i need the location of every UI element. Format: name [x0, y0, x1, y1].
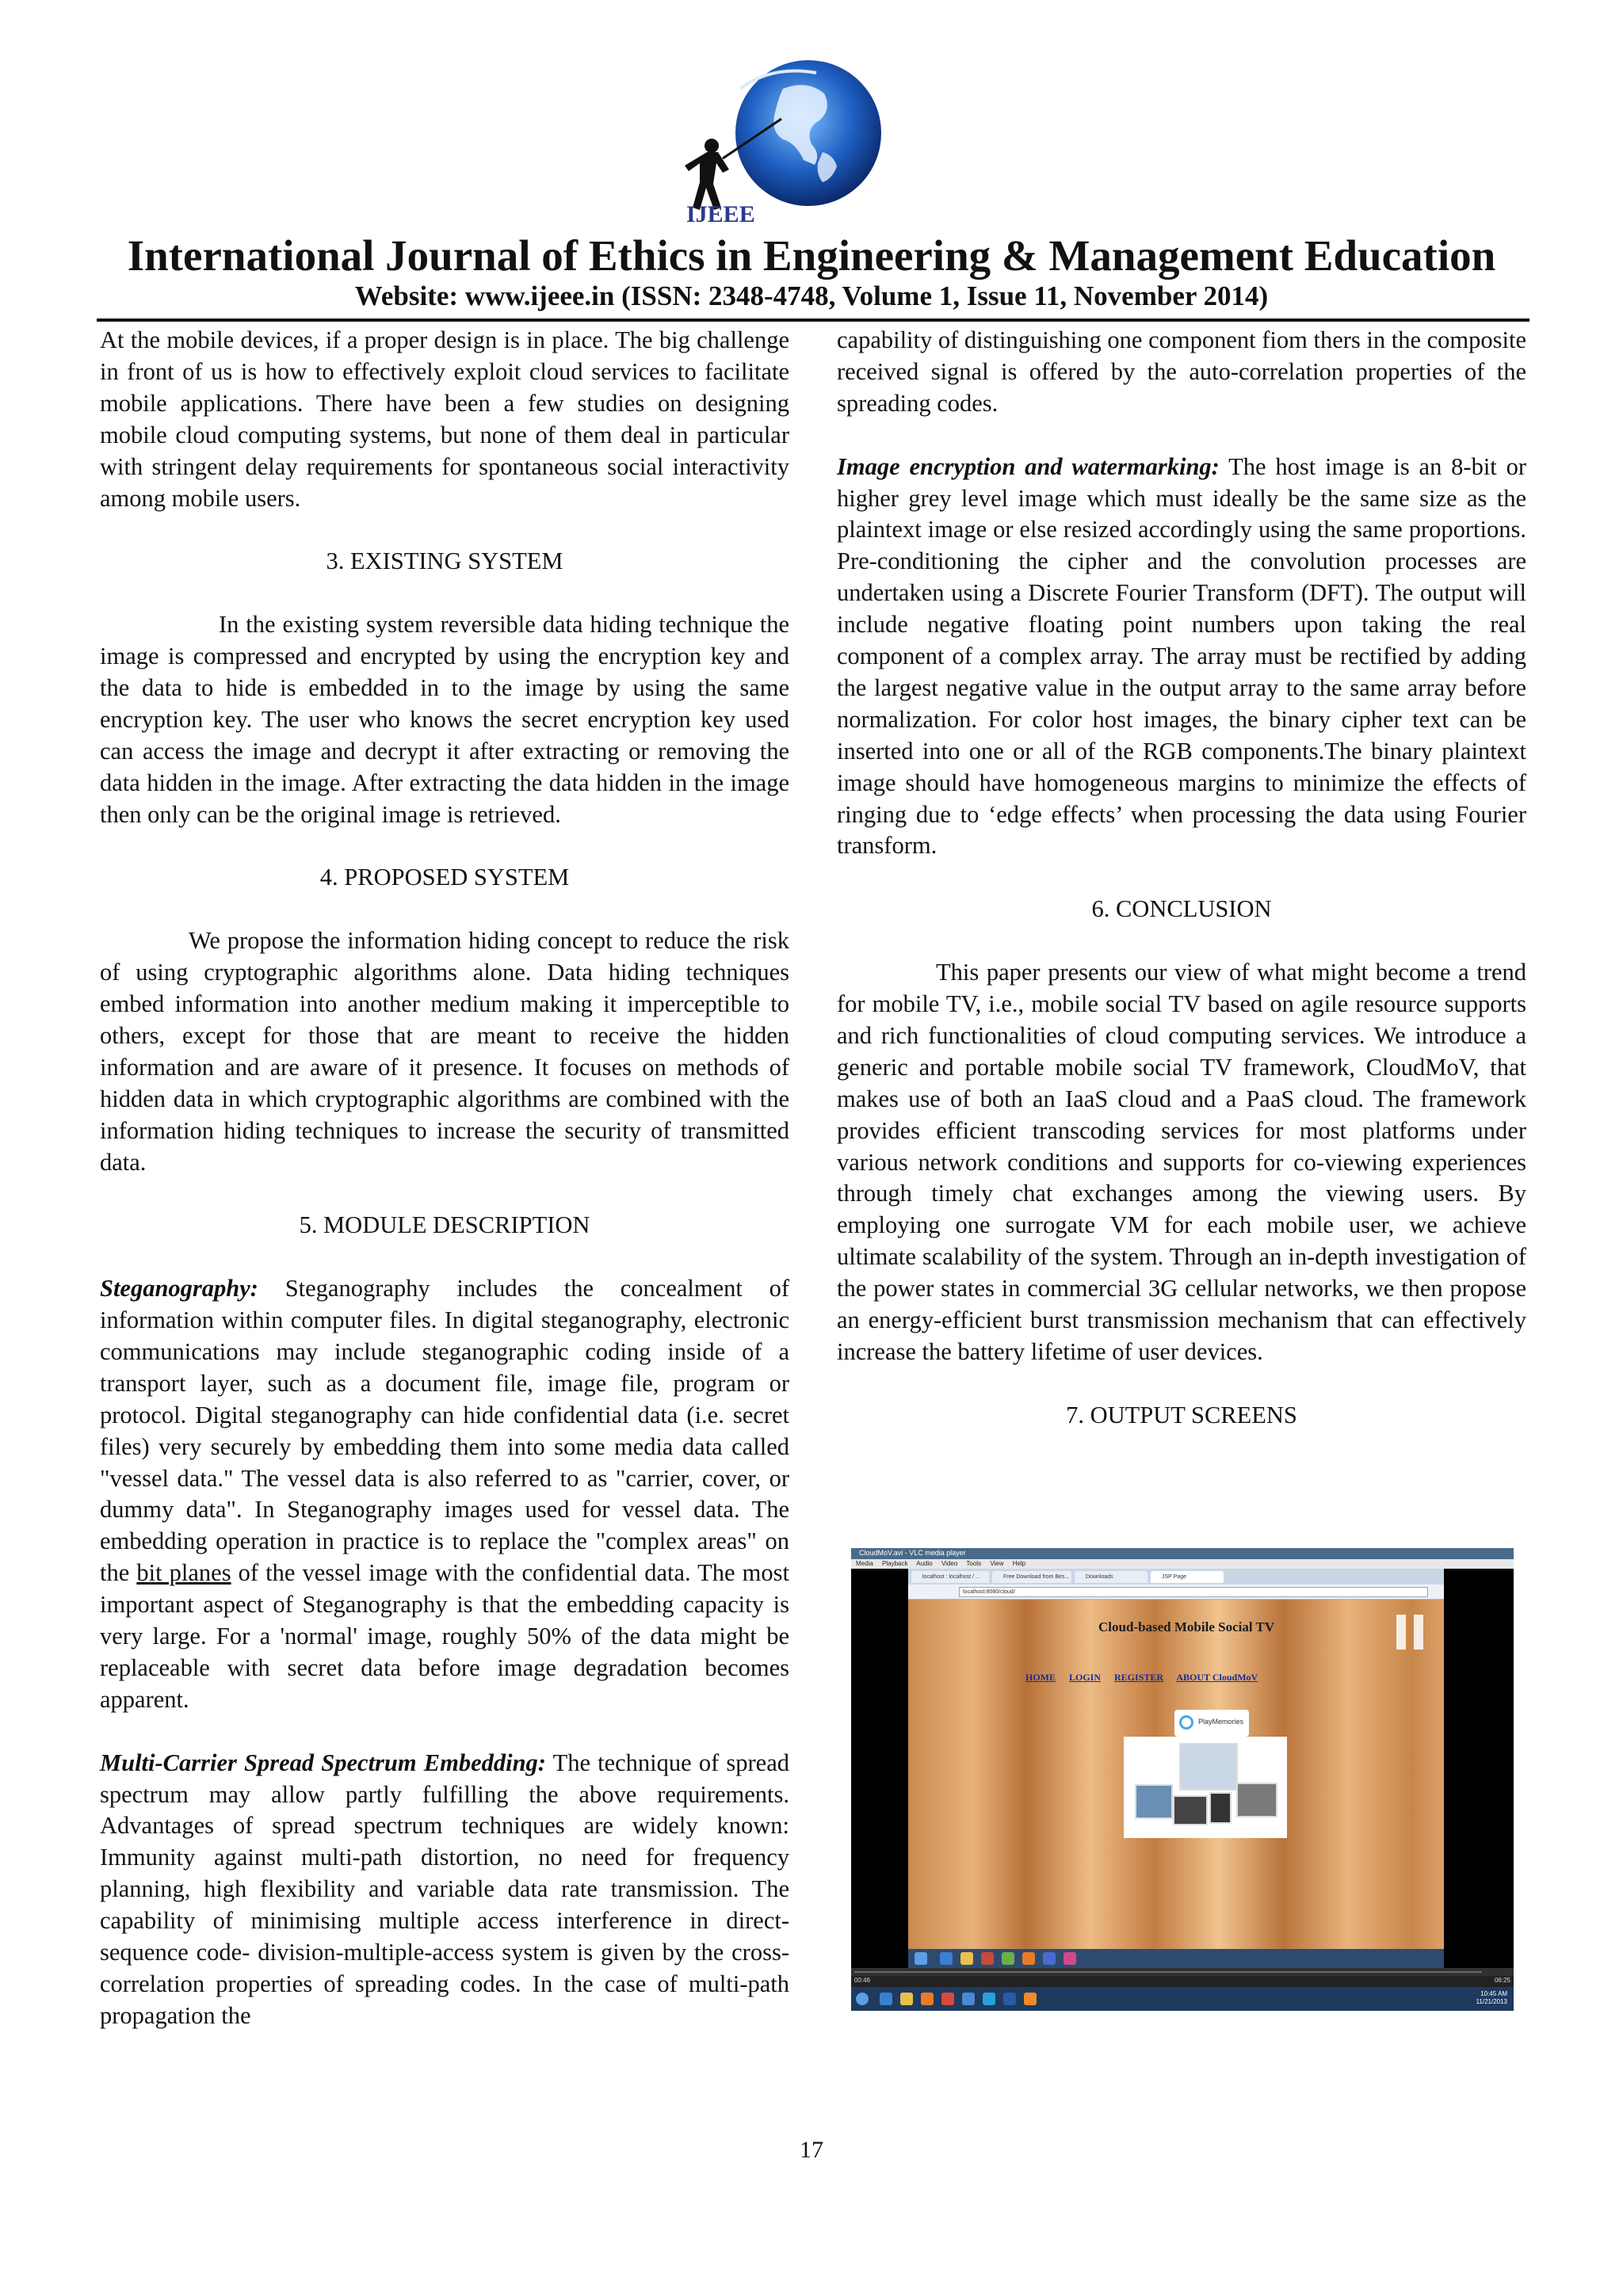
player-controls — [851, 1976, 1514, 1987]
vlc-window-title: CloudMoV.avi - VLC media player — [859, 1549, 966, 1557]
clock-time: 10:45 AM — [1480, 1990, 1507, 1997]
app-icon — [1043, 1952, 1056, 1965]
proposed-system-paragraph: We propose the information hiding concept to reduce the risk of using cryptographic algorithms alone. Data hiding techniques embed information into another medium making it imperceptible to others, except for those that are meant to receive the hidden information and are aware of it presence. It focuses on methods of hidden data in which cryptographic algorithms are combined with the information hiding techniques to increase the security of transmitted data. — [100, 927, 789, 1176]
page-number: 17 — [800, 2137, 823, 2163]
section-heading-module-description: 5. MODULE DESCRIPTION — [299, 1211, 590, 1239]
browser-tab[interactable]: Free Download from Bes... — [992, 1571, 1071, 1583]
vlc-menubar — [851, 1559, 1514, 1569]
nav-login[interactable]: LOGIN — [1069, 1672, 1102, 1683]
bit-planes-link[interactable]: bit planes — [136, 1559, 231, 1587]
word-icon[interactable] — [1003, 1993, 1016, 2005]
clock-date: 11/21/2013 — [1476, 1998, 1507, 2005]
browser-tab-active[interactable]: JSP Page — [1151, 1571, 1224, 1583]
windows-start-icon[interactable] — [856, 1993, 869, 2005]
menu-item-video[interactable]: Video — [941, 1560, 958, 1567]
folder-icon[interactable] — [900, 1993, 913, 2005]
ie-icon[interactable] — [880, 1993, 892, 2005]
conclusion-paragraph: This paper presents our view of what might become a trend for mobile TV, i.e., mobile social TV based on agile resource supports and rich functionalities of cloud computing services. We introduce a generic and portable mobile social TV framework, CloudMoV, that makes use of both an IaaS cloud and a PaaS cloud. The framework provides efficient transcoding services for most platforms under various network conditions and supports for co-viewing experiences through timely chat exchanges among the viewing users. By employing one surrogate VM for each mobile user, we achieve ultimate scalability of the system. Through an in-depth investigation of the power states in commercial 3G cellular networks, we then propose an energy-efficient burst transmission mechanism that can effectively increase the battery lifetime of user devices. — [837, 959, 1526, 1365]
app-icon — [981, 1952, 994, 1965]
folder-icon — [960, 1952, 973, 1965]
ie-icon — [940, 1952, 953, 1965]
nav-register[interactable]: REGISTER — [1114, 1672, 1164, 1683]
pause-icon — [1396, 1615, 1425, 1650]
header-rule — [97, 318, 1529, 322]
skype-icon[interactable] — [983, 1993, 995, 2005]
section-heading-existing-system: 3. EXISTING SYSTEM — [326, 547, 563, 575]
menu-item-view[interactable]: View — [990, 1560, 1004, 1567]
playmemories-icon — [1179, 1715, 1193, 1730]
playmemories-card — [1174, 1710, 1249, 1737]
existing-system-paragraph: In the existing system reversible data hiding technique the image is compressed and encrypted by using the encryption key and the data to hide is embedded in to the image by using the same encryption key. The user who knows the secret encryption key used can access the image and decrypt it after extracting or removing the data hidden in the image. After extracting the data hidden in the image then only can be the original image is retrieved. — [100, 611, 789, 828]
left-column — [100, 325, 789, 2032]
output-screenshot — [851, 1548, 1514, 2011]
image-encryption-paragraph — [837, 452, 1526, 863]
time-total: 06:25 — [1494, 1977, 1510, 1984]
inner-taskbar — [908, 1949, 1444, 1968]
menu-item-playback[interactable]: Playback — [882, 1560, 908, 1567]
section-heading-proposed-system: 4. PROPOSED SYSTEM — [319, 864, 570, 891]
journal-title: International Journal of Ethics in Engineering & Management Education — [127, 231, 1496, 280]
app-icon — [1002, 1952, 1014, 1965]
browser-tab[interactable]: Downloads — [1075, 1571, 1148, 1583]
site-title: Cloud-based Mobile Social TV — [1098, 1619, 1275, 1634]
continued-paragraph: capability of distinguishing one component fiom thers in the composite received signal is offered by the auto-correlation properties of the spreading codes. — [837, 326, 1526, 417]
taskbar-clock — [1476, 1990, 1507, 2006]
menu-item-tools[interactable]: Tools — [966, 1560, 982, 1567]
media-icon[interactable] — [921, 1993, 934, 2005]
right-column — [837, 325, 1526, 1432]
vlc-icon[interactable] — [1024, 1993, 1037, 2005]
app-icon — [1064, 1952, 1076, 1965]
menu-item-audio[interactable]: Audio — [916, 1560, 933, 1567]
steganography-paragraph — [100, 1273, 789, 1716]
time-elapsed: 00:46 — [854, 1977, 871, 1984]
windows-taskbar — [851, 1987, 1514, 2011]
app-icon[interactable] — [962, 1993, 975, 2005]
intro-paragraph: At the mobile devices, if a proper design is in place. The big challenge in front of us is how to effectively exploit cloud services to facilitate mobile applications. There have been a few studies on designing mobile cloud computing systems, but none of them deal in particular with stringent delay requirements for spontaneous social interactivity among mobile users. — [100, 326, 789, 512]
devices-image — [1124, 1737, 1287, 1838]
chrome-icon[interactable] — [941, 1993, 954, 2005]
ijeee-logo — [664, 57, 910, 225]
browser-window — [908, 1569, 1444, 1968]
video-area — [851, 1569, 1514, 1968]
section-heading-output-screens: 7. OUTPUT SCREENS — [1066, 1401, 1297, 1428]
image-encryption-text: The host image is an 8-bit or higher grey level image which must ideally be the same size as the plaintext image or else resized accordingly using the same proportions. Pre-conditioning the cipher and the convolution processes are undertaken using a Discrete Fourier Transform (DFT). The output will include negative floating point numbers upon taking the real component of a complex array. The array must be rectified by adding the largest negative value in the output array to the same array before normalization. For color host images, the binary cipher text can be inserted into one or all of the RGB components.The binary plaintext image should have homogeneous margins to minimize the effects of ringing due to ‘edge effects’ when processing the data using Fourier transform. — [837, 452, 1527, 860]
nav-home[interactable]: HOME — [1025, 1672, 1056, 1683]
menu-item-media[interactable]: Media — [856, 1560, 873, 1567]
journal-website-line: Website: www.ijeee.in (ISSN: 2348-4748, Volume 1, Issue 11, November 2014) — [354, 280, 1269, 311]
vlc-icon — [1022, 1952, 1035, 1965]
browser-tabs — [908, 1569, 1444, 1585]
vlc-titlebar — [851, 1548, 1514, 1559]
seek-bar[interactable] — [851, 1968, 1514, 1976]
section-heading-conclusion: 6. CONCLUSION — [1091, 895, 1272, 923]
spread-spectrum-lead: Multi-Carrier Spread Spectrum Embedding: — [100, 1749, 546, 1776]
image-encryption-lead: Image encryption and watermarking: — [837, 452, 1220, 480]
steganography-text-b: of the vessel image with the confidential data. The most important aspect of Steganography is that the embedding capacity is very large. For a 'normal' image, roughly 50% of the data might be replaceable with secret data before image degradation becomes apparent. — [100, 1559, 789, 1713]
steganography-lead: Steganography: — [100, 1275, 258, 1302]
logo-text: IJEEE — [686, 201, 755, 225]
steganography-text-a: Steganography includes the concealment of information within computer files. In digital steganography, electronic communications may include steganographic coding inside of a transport layer, such as a document file, image file, program or protocol. Digital steganography can hide confidential data (i.e. secret files) very securely by embedding them into some media data called "vessel data." The vessel data is also referred to as "carrier, cover, or dummy data". In Steganography images used for vessel data. The embedding operation in practice is to replace the "complex areas" on the — [100, 1275, 789, 1587]
nav-about[interactable]: ABOUT CloudMoV — [1176, 1672, 1258, 1683]
spread-spectrum-paragraph — [100, 1748, 789, 2032]
browser-tab[interactable]: localhost : localhost / ... — [911, 1571, 989, 1583]
site-nav — [1025, 1672, 1269, 1684]
address-bar[interactable]: localhost:8080/cloud/ — [959, 1587, 1428, 1597]
start-icon — [915, 1952, 927, 1965]
menu-item-help[interactable]: Help — [1012, 1560, 1026, 1567]
spread-spectrum-text: The technique of spread spectrum may allow partly fulfilling the above requirements. Advantages of spread spectrum techniques are widely known: Immunity against multi-path distortion, no need for frequency planning, high flexibility and variable data rate transmission. The capability of minimising multiple access interference in direct-sequence code- division-multiple-access system is given by the cross-correlation properties of spreading codes. In the case of multi-path propagation the — [100, 1749, 790, 2029]
browser-toolbar — [908, 1585, 1444, 1600]
playmemories-label: PlayMemories — [1198, 1718, 1244, 1726]
